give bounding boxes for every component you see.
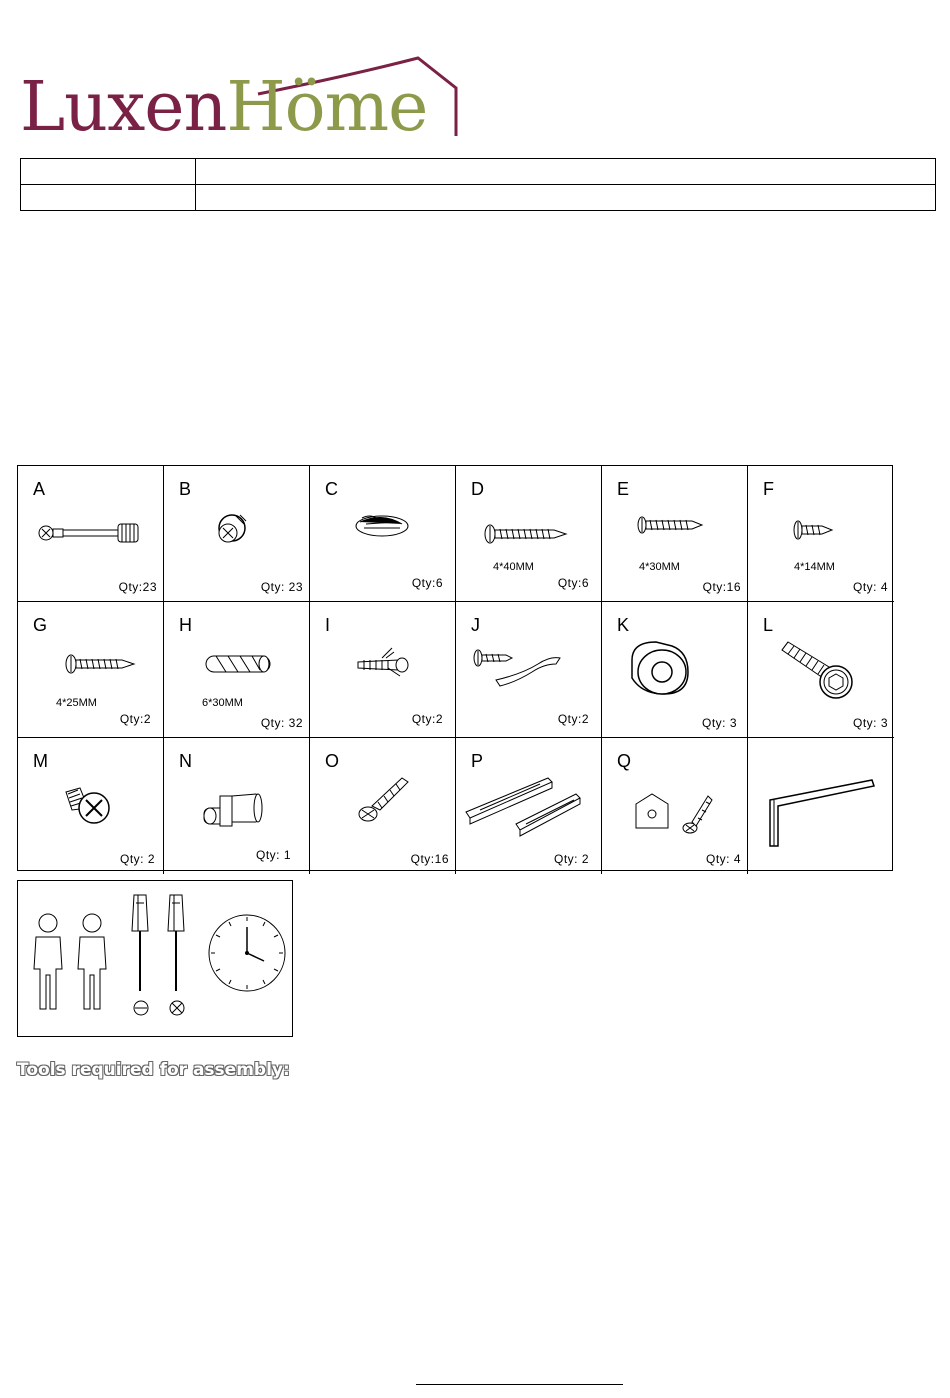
part-size: 4*25MM	[56, 697, 97, 709]
part-letter: B	[179, 479, 192, 499]
part-letter: C	[325, 479, 338, 499]
clock-icon	[18, 881, 294, 1038]
part-quantity: Qty: 2	[553, 852, 589, 866]
part-letter: O	[325, 751, 340, 771]
info-value-cell	[196, 185, 936, 211]
part-cell-q	[602, 738, 748, 874]
part-letter: L	[763, 615, 774, 635]
part-cell-b	[164, 466, 310, 602]
part-cell-i	[310, 602, 456, 738]
part-quantity: Qty: 32	[260, 716, 303, 730]
part-letter: F	[763, 479, 774, 499]
part-cell-o	[310, 738, 456, 874]
part-cell-f	[748, 466, 894, 602]
part-quantity: Qty:16	[702, 580, 741, 594]
table-row	[21, 185, 936, 211]
part-cell-p	[456, 738, 602, 874]
part-quantity: Qty: 4	[705, 852, 741, 866]
allen-key-icon	[748, 738, 894, 874]
part-quantity: Qty: 3	[701, 716, 737, 730]
part-cell-e	[602, 466, 748, 602]
part-cell-d	[456, 466, 602, 602]
part-quantity: Qty:2	[119, 712, 151, 726]
part-cell-m	[18, 738, 164, 874]
part-quantity: Qty:6	[557, 576, 589, 590]
brand-wordmark	[20, 68, 428, 147]
part-letter: M	[33, 751, 48, 771]
tools-required-caption: Tools required for assembly:	[17, 1060, 290, 1080]
part-letter: A	[33, 479, 46, 499]
part-quantity: Qty: 2	[119, 852, 155, 866]
part-letter: Q	[617, 751, 632, 771]
part-size: 4*30MM	[639, 561, 680, 573]
part-letter: H	[179, 615, 192, 635]
part-size: 6*30MM	[202, 697, 243, 709]
part-cell-g	[18, 602, 164, 738]
part-cell-n	[164, 738, 310, 874]
info-label-cell	[21, 185, 196, 211]
product-info-table	[20, 158, 936, 211]
part-cell-k	[602, 602, 748, 738]
part-cell-c	[310, 466, 456, 602]
part-letter: K	[617, 615, 630, 635]
brand-name-part1: Luxen	[20, 68, 227, 147]
part-cell-l	[748, 602, 894, 738]
part-quantity: Qty: 23	[260, 580, 303, 594]
part-letter: E	[617, 479, 630, 499]
part-cell-j	[456, 602, 602, 738]
hardware-parts-grid	[17, 465, 893, 871]
brand-logo	[18, 56, 468, 146]
part-letter: P	[471, 751, 484, 771]
part-quantity: Qty:2	[557, 712, 589, 726]
part-quantity: Qty:6	[411, 576, 443, 590]
part-cell-h	[164, 602, 310, 738]
part-letter: D	[471, 479, 484, 499]
info-label-cell	[21, 159, 196, 185]
brand-name-part2: Höme	[226, 68, 428, 147]
part-quantity: Qty:2	[411, 712, 443, 726]
footer-divider	[416, 1384, 623, 1385]
part-quantity: Qty:16	[410, 852, 449, 866]
info-value-cell	[196, 159, 936, 185]
part-size: 4*14MM	[794, 561, 835, 573]
part-quantity: Qty: 3	[852, 716, 888, 730]
part-letter: G	[33, 615, 48, 635]
part-quantity: Qty:23	[118, 580, 157, 594]
part-letter: J	[471, 615, 480, 635]
table-row	[21, 159, 936, 185]
part-quantity: Qty: 4	[852, 580, 888, 594]
part-letter: I	[325, 615, 331, 635]
tools-illustration	[17, 880, 293, 1037]
part-cell-a	[18, 466, 164, 602]
part-quantity: Qty: 1	[255, 848, 291, 862]
part-letter: N	[179, 751, 192, 771]
part-size: 4*40MM	[493, 561, 534, 573]
part-cell-allen-key	[748, 738, 894, 874]
